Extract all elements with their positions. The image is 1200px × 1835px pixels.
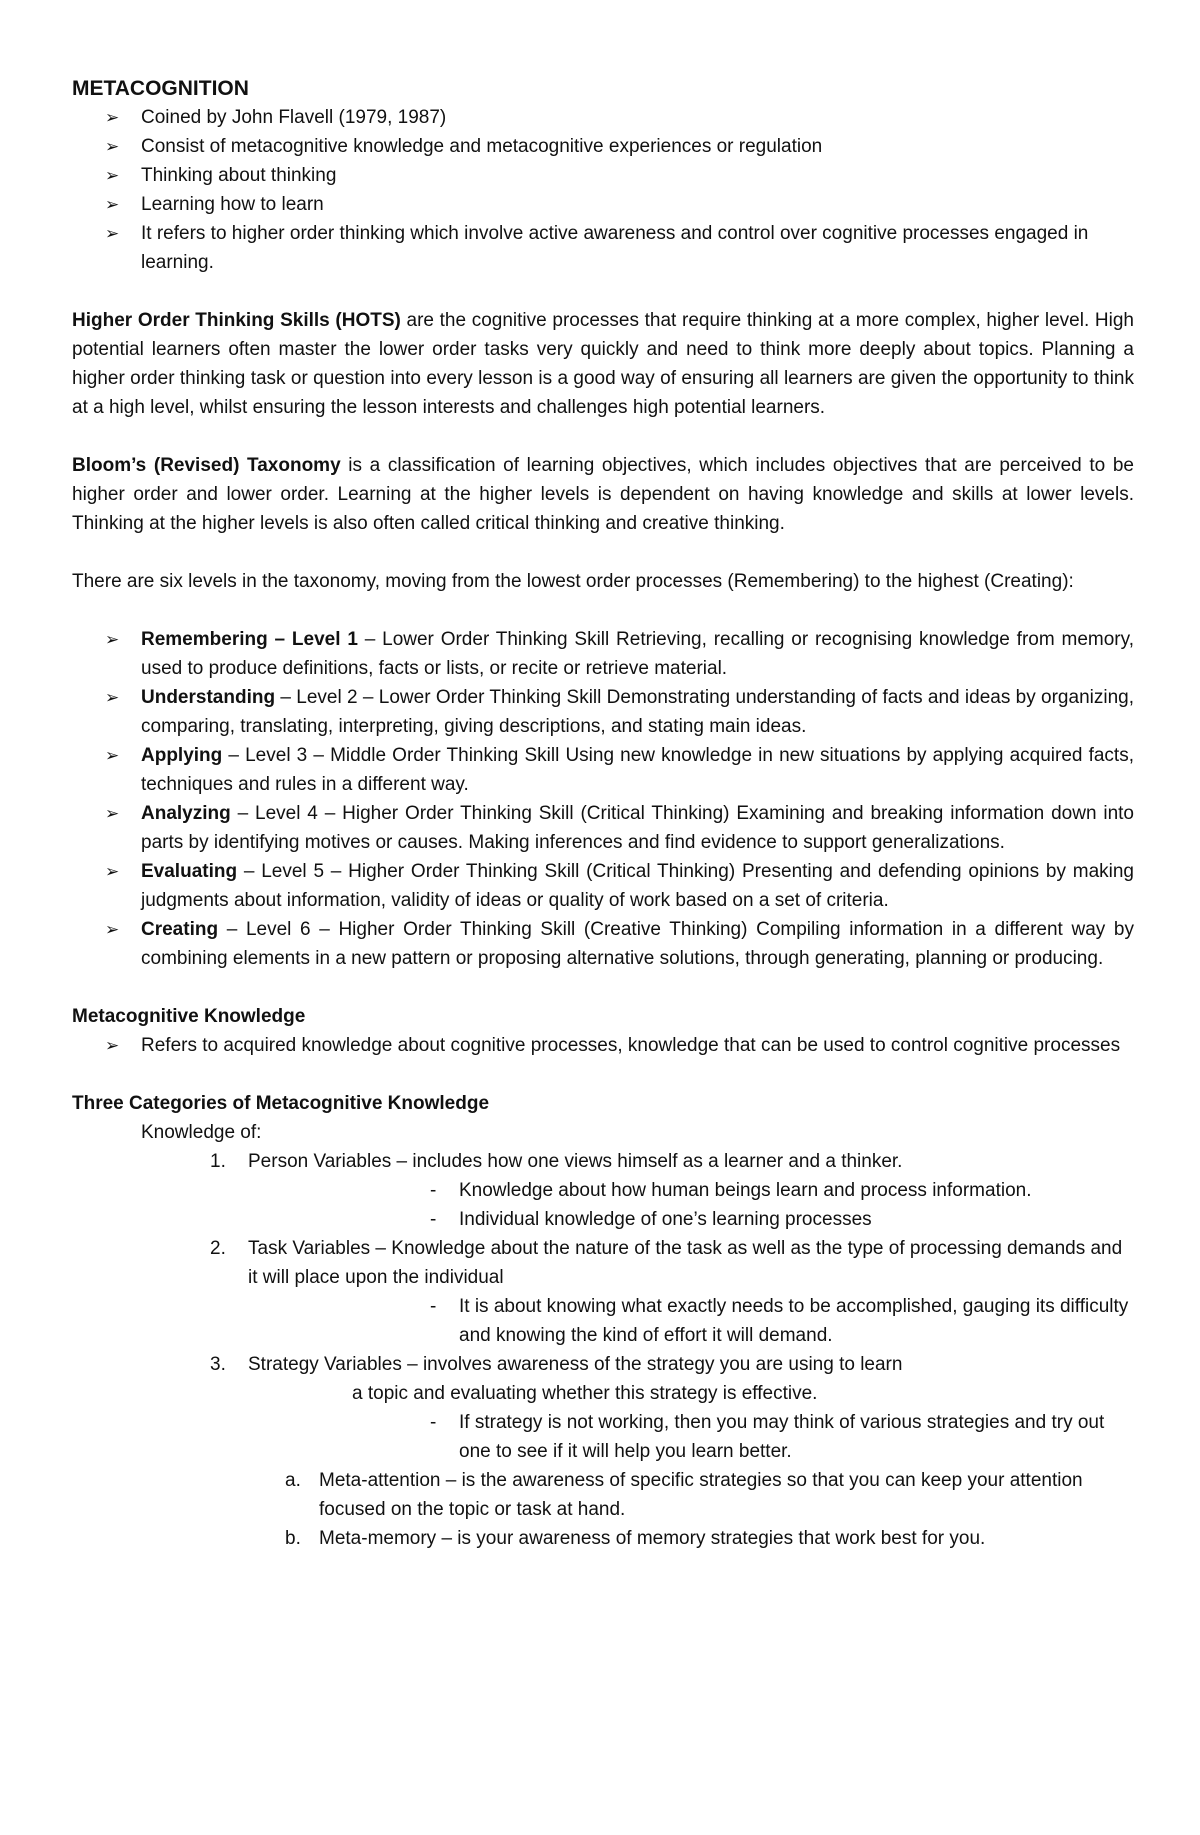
list-item: ➢ Learning how to learn <box>72 190 1134 219</box>
arrow-bullet-icon: ➢ <box>105 1036 120 1055</box>
hots-term: Higher Order Thinking Skills (HOTS) <box>72 310 401 331</box>
intro-bullet-list <box>72 103 1134 277</box>
arrow-bullet-icon: ➢ <box>105 804 120 823</box>
lettered-item: a. Meta-attention – is the awareness of specific strategies so that you can keep your attention focused on the topic or task at hand. <box>285 1470 1083 1520</box>
list-item: ➢ Analyzing – Level 4 – Higher Order Thinking Skill (Critical Thinking) Examining and breaking information down into parts by identifying motives or causes. Making inferences and find evidence to support generalizations. <box>72 799 1134 857</box>
numbered-item-continuation: a topic and evaluating whether this strategy is effective. <box>352 1383 818 1404</box>
metacognitive-knowledge-heading: Metacognitive Knowledge <box>72 1006 306 1027</box>
list-item: ➢ Creating – Level 6 – Higher Order Thinking Skill (Creative Thinking) Compiling information in a different way by combining elements in a new pattern or proposing alternative solutions, through generating, planning or producing. <box>72 915 1134 973</box>
arrow-bullet-icon: ➢ <box>105 920 120 939</box>
arrow-bullet-icon: ➢ <box>105 630 120 649</box>
arrow-bullet-icon: ➢ <box>105 166 120 185</box>
arrow-bullet-icon: ➢ <box>105 224 120 243</box>
list-item: ➢ Thinking about thinking <box>72 161 1134 190</box>
numbered-item: 2. Task Variables – Knowledge about the nature of the task as well as the type of processing demands and it will place upon the individual <box>210 1238 1123 1288</box>
dash-bullet-icon: - <box>430 1412 437 1433</box>
list-item: ➢ Consist of metacognitive knowledge and metacognitive experiences or regulation <box>72 132 1134 161</box>
dash-bullet-icon: - <box>430 1296 437 1317</box>
hots-paragraph: Higher Order Thinking Skills (HOTS) are the cognitive processes that require thinking at a more complex, higher level. High potential learners often master the lower order tasks very quickly and need to think more deeply about topics. Planning a higher order thinking task or question into every lesson is a good way of ensuring all learners are given the opportunity to think at a high level, whilst ensuring the lesson interests and challenges high potential learners. <box>72 310 1134 418</box>
arrow-bullet-icon: ➢ <box>105 688 120 707</box>
dash-item: - Knowledge about how human beings learn and process information. <box>72 1176 1134 1205</box>
arrow-bullet-icon: ➢ <box>105 137 120 156</box>
bloom-paragraph: Bloom’s (Revised) Taxonomy is a classification of learning objectives, which includes objectives that are perceived to be higher order and lower order. Learning at the higher levels is dependent on having knowledge and skills at lower levels. Thinking at the higher levels is also often called critical thinking and creative thinking. <box>72 455 1134 534</box>
levels-intro: There are six levels in the taxonomy, moving from the lowest order processes (Remembering) to the highest (Creating): <box>72 571 1074 592</box>
arrow-bullet-icon: ➢ <box>105 862 120 881</box>
categories-heading: Three Categories of Metacognitive Knowledge <box>72 1093 490 1114</box>
lettered-item: b. Meta-memory – is your awareness of memory strategies that work best for you. <box>285 1528 986 1549</box>
list-item: ➢ Remembering – Level 1 – Lower Order Thinking Skill Retrieving, recalling or recognising knowledge from memory, used to produce definitions, facts or lists, or recite or retrieve material. <box>72 625 1134 683</box>
numbered-item: 1. Person Variables – includes how one views himself as a learner and a thinker. <box>210 1151 903 1172</box>
list-item: ➢ Coined by John Flavell (1979, 1987) <box>72 103 1134 132</box>
dash-bullet-icon: - <box>430 1209 437 1230</box>
dash-bullet-icon: - <box>430 1180 437 1201</box>
list-item: ➢ Applying – Level 3 – Middle Order Thinking Skill Using new knowledge in new situations by applying acquired facts, techniques and rules in a different way. <box>72 741 1134 799</box>
arrow-bullet-icon: ➢ <box>105 195 120 214</box>
list-item: ➢ Refers to acquired knowledge about cognitive processes, knowledge that can be used to control cognitive processes <box>72 1031 1134 1060</box>
arrow-bullet-icon: ➢ <box>105 108 120 127</box>
page-title: METACOGNITION <box>72 77 249 100</box>
levels-list <box>72 625 1134 973</box>
knowledge-of-label: Knowledge of: <box>141 1122 262 1143</box>
dash-item: - It is about knowing what exactly needs to be accomplished, gauging its difficulty and knowing the kind of effort it will demand. <box>72 1292 1134 1350</box>
list-item: ➢ Evaluating – Level 5 – Higher Order Thinking Skill (Critical Thinking) Presenting and defending opinions by making judgments about information, validity of ideas or quality of work based on a set of criteria. <box>72 857 1134 915</box>
bloom-term: Bloom’s (Revised) Taxonomy <box>72 455 341 476</box>
dash-item: - If strategy is not working, then you may think of various strategies and try out one to see if it will help you learn better. <box>72 1408 1134 1466</box>
document-page <box>72 74 1134 1553</box>
numbered-item: 3. Strategy Variables – involves awareness of the strategy you are using to learn <box>210 1354 903 1375</box>
dash-item: - Individual knowledge of one’s learning processes <box>72 1205 1134 1234</box>
list-item: ➢ It refers to higher order thinking which involve active awareness and control over cognitive processes engaged in learning. <box>72 219 1134 277</box>
list-item: ➢ Understanding – Level 2 – Lower Order Thinking Skill Demonstrating understanding of facts and ideas by organizing, comparing, translating, interpreting, giving descriptions, and stating main ideas. <box>72 683 1134 741</box>
arrow-bullet-icon: ➢ <box>105 746 120 765</box>
